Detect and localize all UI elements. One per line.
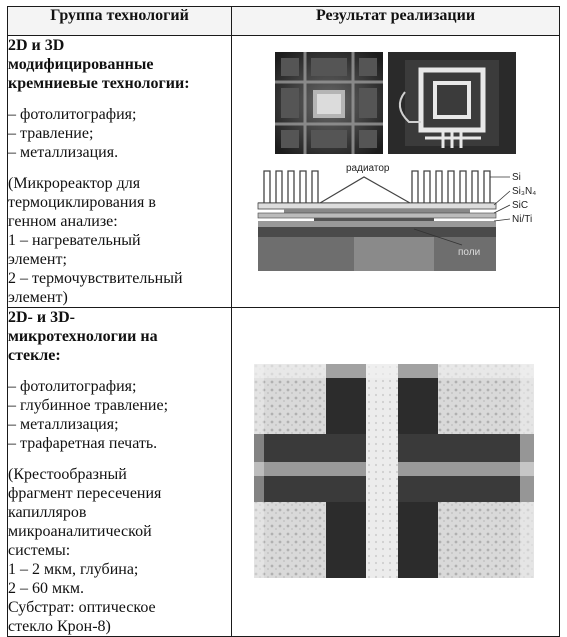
table-row — [8, 308, 560, 637]
list-item: – травление; — [8, 125, 94, 142]
label-si3n4: Si₃N₄ — [512, 186, 537, 197]
microreactor-cross-section — [254, 161, 558, 287]
column-header-technology-group: Группа технологий — [8, 7, 232, 36]
result-cell-silicon — [232, 36, 560, 308]
title-line: микротехнологии на — [8, 328, 158, 345]
technology-cell-silicon — [8, 36, 232, 308]
note-line: генном анализе: — [8, 213, 118, 230]
note-line: 1 – 2 мкм, глубина; — [8, 561, 139, 578]
note-line: 2 – термочувствительный — [8, 270, 183, 287]
title-line: кремниевые технологии: — [8, 75, 190, 92]
list-item: – металлизация. — [8, 144, 119, 161]
title-line: 2D- и 3D- — [8, 309, 75, 326]
note-line: термоциклирования в — [8, 194, 156, 211]
technology-cell-glass — [8, 308, 232, 637]
title-line: 2D и 3D — [8, 37, 65, 54]
label-si: Si — [512, 172, 521, 183]
process-list — [8, 105, 231, 162]
column-header-result: Результат реализации — [232, 7, 560, 36]
description-note — [8, 174, 231, 307]
note-line: 1 – нагревательный — [8, 232, 141, 249]
table-header-row — [8, 7, 560, 36]
microreactor-photos — [275, 52, 516, 154]
capillary-cross-photo — [254, 364, 534, 578]
label-sic: SiC — [512, 200, 529, 211]
label-poly: поли — [458, 247, 481, 258]
note-line: Субстрат: оптическое — [8, 599, 156, 616]
list-item: – фотолитография; — [8, 378, 137, 395]
note-line: (Микрореактор для — [8, 175, 141, 192]
note-line: элемент) — [8, 289, 68, 306]
label-niti: Ni/Ti — [512, 214, 533, 225]
note-line: микроаналитической — [8, 523, 152, 540]
title-line: модифицированные — [8, 56, 154, 73]
list-item: – фотолитография; — [8, 106, 137, 123]
technology-table — [7, 6, 560, 637]
radiator-cavity — [320, 177, 410, 203]
title-line: стекле: — [8, 347, 61, 364]
note-line: фрагмент пересечения — [8, 485, 162, 502]
note-line: элемент; — [8, 251, 67, 268]
note-line: капилляров — [8, 504, 87, 521]
radiator-fins — [258, 171, 494, 203]
list-item: – глубинное травление; — [8, 397, 169, 414]
process-list — [8, 377, 231, 453]
list-item: – металлизация; — [8, 416, 119, 433]
technology-title — [8, 308, 231, 365]
table-row — [8, 36, 560, 308]
result-cell-glass — [232, 308, 560, 637]
note-line: системы: — [8, 542, 71, 559]
label-radiator: радиатор — [346, 163, 390, 174]
note-line: (Крестообразный — [8, 466, 127, 483]
note-line: 2 – 60 мкм. — [8, 580, 85, 597]
description-note — [8, 465, 231, 636]
note-line: стекло Крон-8) — [8, 618, 111, 635]
technology-title — [8, 36, 231, 93]
list-item: – трафаретная печать. — [8, 435, 158, 452]
